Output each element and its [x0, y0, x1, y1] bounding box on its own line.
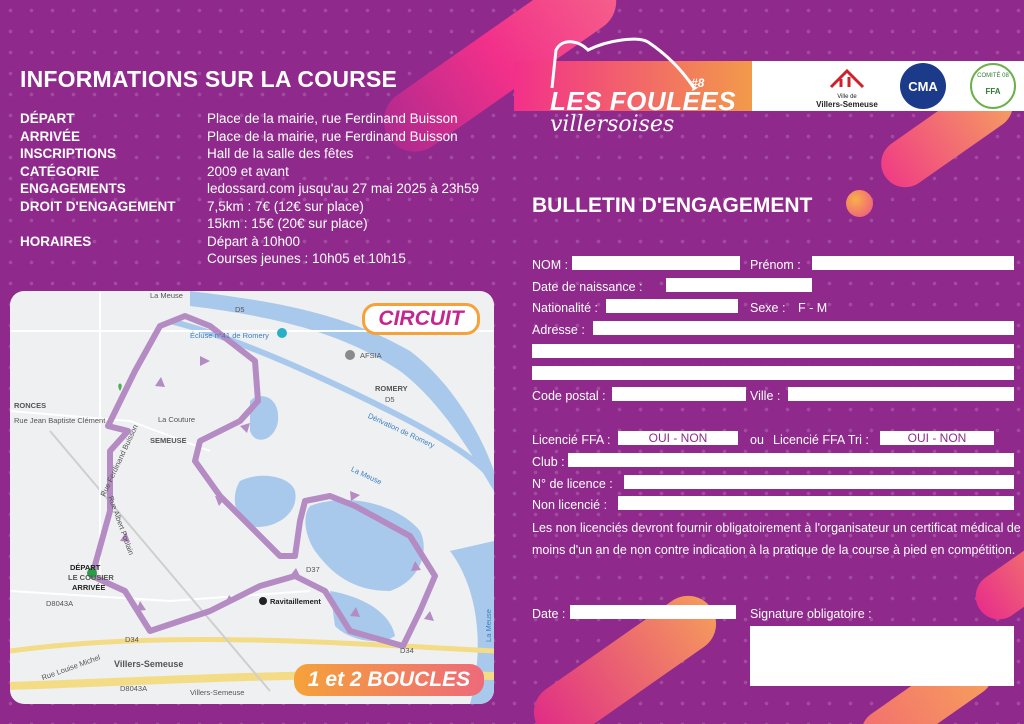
partner-name: Villers-Semeuse: [816, 100, 878, 109]
nom-label: NOM :: [532, 258, 569, 272]
prenom-label: Prénom :: [750, 258, 801, 272]
info-row: [20, 110, 507, 128]
postal-code-field[interactable]: [612, 387, 746, 401]
comite-logo: [970, 63, 1016, 109]
map-pin-icon: [118, 384, 121, 392]
map-label: Rue Louise Michel: [40, 652, 102, 683]
info-value: Courses jeunes : 10h05 et 10h15: [207, 251, 406, 266]
map-label: La Meuse: [150, 291, 183, 300]
route-arrow: [240, 423, 250, 433]
info-label: [20, 250, 207, 268]
map-label: La Meuse: [483, 609, 493, 642]
info-row: [20, 215, 507, 233]
info-label: HORAIRES: [20, 233, 92, 249]
non-licensed-label: Non licencié :: [532, 498, 608, 512]
map-label: D34: [125, 635, 139, 644]
map-label: D34: [400, 646, 414, 655]
nationality-field[interactable]: [606, 299, 738, 313]
map-label: LE COUSIER: [68, 573, 114, 582]
address-field-line3[interactable]: [532, 366, 1014, 380]
map-label: Rue Ferdinand Buisson: [98, 423, 140, 498]
postal-code-label: Code postal :: [532, 389, 606, 403]
licence-number-field[interactable]: [624, 475, 1014, 489]
refreshment-marker: [259, 597, 267, 605]
club-field[interactable]: [568, 453, 1014, 467]
loops-badge: 1 et 2 BOUCLES: [294, 664, 484, 696]
info-row: [20, 163, 507, 181]
map-label: D8043A: [46, 599, 74, 608]
info-row: [20, 198, 507, 216]
info-table: [20, 110, 507, 268]
map-label: Rue Jean Baptiste Clément: [14, 416, 106, 425]
map-label: RONCES: [14, 401, 47, 410]
or-text: ou: [750, 433, 764, 447]
non-licensed-field[interactable]: [618, 496, 1014, 510]
circuit-badge: CIRCUIT: [362, 303, 480, 335]
info-label: ARRIVÉE: [20, 128, 81, 144]
edition-number: #8: [691, 76, 705, 90]
tri-licence-choice[interactable]: OUI - NON: [880, 431, 994, 445]
info-value: 7,5km : 7€ (12€ sur place): [207, 198, 364, 214]
route-arrow: [350, 491, 360, 501]
info-value: ledossard.com jusqu'au 27 mai 2025 à 23h59: [207, 181, 480, 196]
info-row: [20, 145, 507, 163]
map-label: D8043A: [120, 684, 148, 693]
map-label: Dérivation de Romery: [366, 411, 437, 450]
map-label: La Couture: [158, 415, 196, 424]
lock-icon: [277, 328, 287, 338]
signature-box[interactable]: [750, 626, 1014, 686]
decorative-dot: [846, 190, 873, 217]
route-arrow: [155, 377, 165, 387]
cma-logo: CMA: [900, 63, 946, 109]
map-label: SEMEUSE: [150, 436, 187, 445]
birthdate-label: Date de naissance :: [532, 280, 643, 294]
signature-label: Signature obligatoire :: [750, 607, 872, 621]
map-label: ROMERY: [375, 384, 408, 393]
event-title: LES FOULÉES: [550, 86, 737, 116]
map-label: DÉPART: [70, 563, 101, 572]
info-value: 15km : 15€ (20€ sur place): [207, 216, 368, 231]
map-label: AFSIA: [360, 351, 382, 360]
map-label: La Meuse: [349, 464, 384, 487]
form-title: BULLETIN D'ENGAGEMENT: [532, 194, 813, 217]
info-label: [20, 215, 207, 233]
route-arrow: [200, 356, 210, 366]
map-label: ARRIVÉE: [72, 583, 106, 592]
route-arrow: [424, 611, 434, 621]
map-label: D5: [385, 395, 395, 404]
map-label: Écluse n°41 de Romery: [190, 331, 269, 340]
nom-field[interactable]: [572, 256, 740, 270]
ffa-licence-label: Licencié FFA :: [532, 433, 611, 447]
comite-text: COMITÉ 08: [977, 73, 1009, 79]
map-label: Rue Albert Poulain: [106, 494, 136, 557]
info-row: [20, 233, 507, 251]
map-label: D37: [306, 565, 320, 574]
address-field[interactable]: [593, 321, 1014, 335]
map-label: D5: [235, 305, 245, 314]
info-label: INSCRIPTIONS: [20, 146, 117, 161]
info-title: INFORMATIONS SUR LA COURSE: [20, 66, 398, 92]
info-label: DROIT D'ENGAGEMENT: [20, 198, 176, 214]
nationality-label: Nationalité :: [532, 301, 599, 315]
info-row: [20, 128, 507, 146]
date-field[interactable]: [570, 605, 736, 619]
city-field[interactable]: [788, 387, 1014, 401]
info-label: ENGAGEMENTS: [20, 181, 126, 196]
partner-small-text: Ville de: [837, 94, 857, 100]
city-label: Ville :: [750, 389, 781, 403]
info-label: DÉPART: [20, 111, 75, 126]
address-label: Adresse :: [532, 323, 585, 337]
event-subtitle: villersoises: [550, 112, 675, 137]
map-label: Ravitaillement: [270, 597, 321, 606]
house-logo-icon: [827, 65, 867, 89]
partners-strip: [752, 61, 1024, 111]
sex-label: Sexe :: [750, 301, 786, 315]
sex-options[interactable]: F - M: [798, 301, 828, 315]
map-drawing: [10, 291, 494, 704]
partner-villers-logo: [812, 65, 882, 109]
map-pin-icon: [345, 350, 355, 360]
map-label: Villers-Semeuse: [114, 659, 184, 669]
road-main: [10, 639, 494, 651]
ffa-licence-choice[interactable]: OUI - NON: [618, 431, 738, 445]
ffa-text: FFA: [985, 87, 1001, 96]
info-value: Place de la mairie, rue Ferdinand Buisson: [207, 128, 458, 144]
licence-number-label: N° de licence :: [532, 477, 613, 491]
map-label: Villers-Semeuse: [190, 688, 245, 697]
birthdate-field[interactable]: [666, 278, 812, 292]
info-row: [20, 250, 507, 268]
info-row: [20, 180, 507, 198]
info-value: Place de la mairie, rue Ferdinand Buisson: [207, 111, 458, 126]
route-arrow: [290, 568, 300, 576]
address-field-line2[interactable]: [532, 344, 1014, 358]
medical-certificate-note: Les non licenciés devront fournir obligatoirement à l'organisateur un certificat médical de moins d'un an de non contre indication à la pratique de la course à pied en compétition.: [532, 521, 1021, 557]
date-label: Date :: [532, 607, 566, 621]
info-value: Hall de la salle des fêtes: [207, 146, 354, 161]
club-label: Club :: [532, 455, 565, 469]
prenom-field[interactable]: [812, 256, 1014, 270]
tri-licence-label: Licencié FFA Tri :: [773, 433, 869, 447]
info-value: Départ à 10h00: [207, 233, 301, 249]
course-map: [10, 291, 494, 704]
info-label: CATÉGORIE: [20, 163, 100, 179]
shoe-outline-icon: [548, 30, 698, 90]
railway: [50, 431, 270, 691]
info-value: 2009 et avant: [207, 163, 289, 179]
